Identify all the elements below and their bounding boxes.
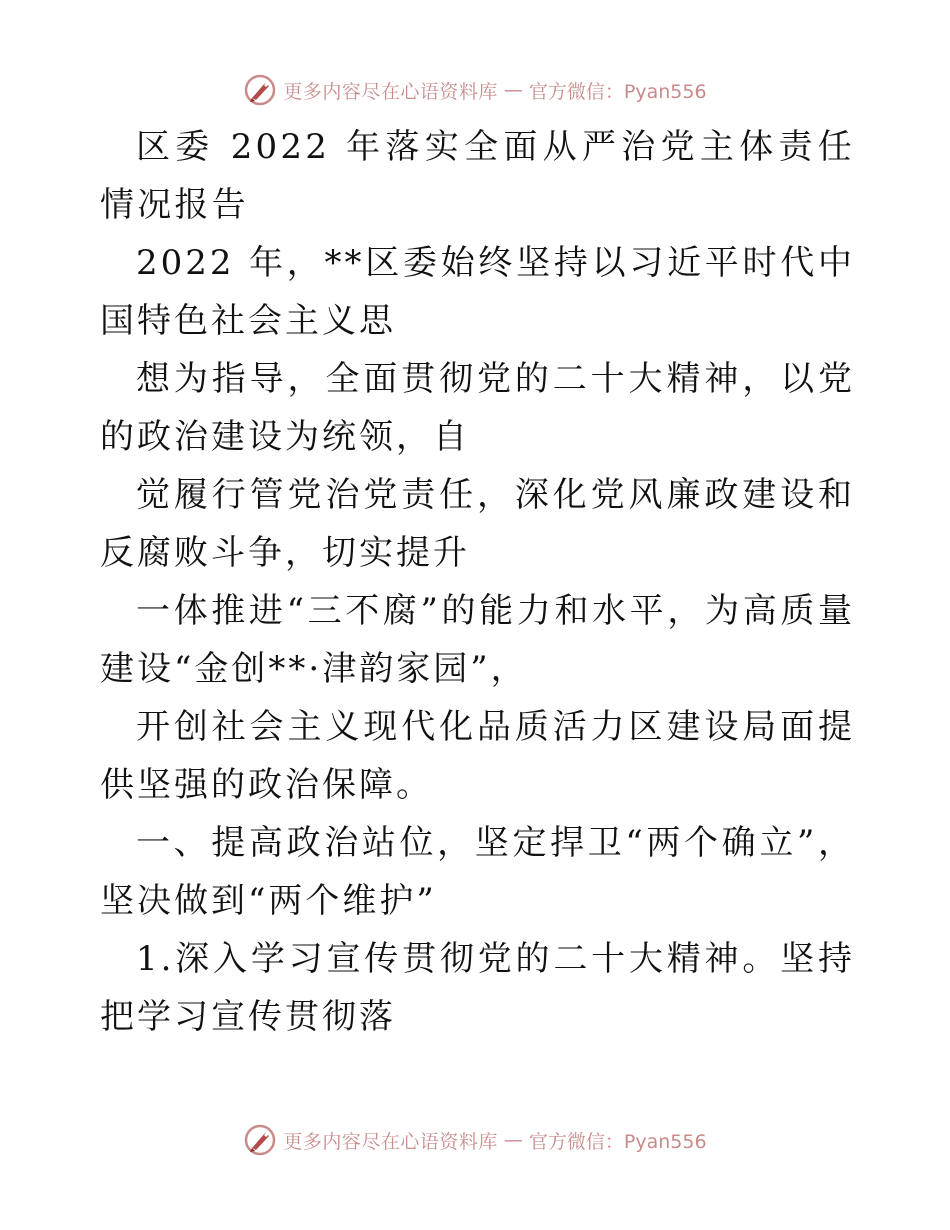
paragraph-4: 一体推进“三不腐”的能力和水平，为高质量建设“金创**·津韵家园”， [100, 591, 855, 689]
watermark-separator: — [503, 79, 523, 101]
watermark-text: 更多内容尽在心语资料库 [283, 80, 498, 103]
document-body [100, 118, 855, 1046]
section-heading-1: 一、提高政治站位，坚定捍卫“两个确立”，坚决做到“两个维护” [100, 823, 855, 921]
pen-nib-logo-icon [243, 73, 277, 107]
paragraph-5: 开创社会主义现代化品质活力区建设局面提供坚强的政治保障。 [100, 707, 855, 805]
header-watermark [0, 70, 950, 110]
pen-nib-logo-icon [243, 1123, 277, 1157]
paragraph-2: 想为指导，全面贯彻党的二十大精神，以党的政治建设为统领，自 [100, 359, 855, 457]
paragraph-7: 1.深入学习宣传贯彻党的二十大精神。坚持把学习宣传贯彻落 [100, 939, 855, 1037]
footer-watermark [0, 1120, 950, 1160]
watermark-text: 更多内容尽在心语资料库 [283, 1130, 498, 1153]
document-title: 区委 2022 年落实全面从严治党主体责任情况报告 [100, 127, 855, 225]
watermark-contact: 官方微信：Pyan556 [528, 80, 707, 103]
watermark-contact: 官方微信：Pyan556 [528, 1130, 707, 1153]
paragraph-1: 2022 年，**区委始终坚持以习近平时代中国特色社会主义思 [100, 243, 855, 341]
paragraph-3: 觉履行管党治党责任，深化党风廉政建设和反腐败斗争，切实提升 [100, 475, 855, 573]
watermark-separator: — [503, 1129, 523, 1151]
